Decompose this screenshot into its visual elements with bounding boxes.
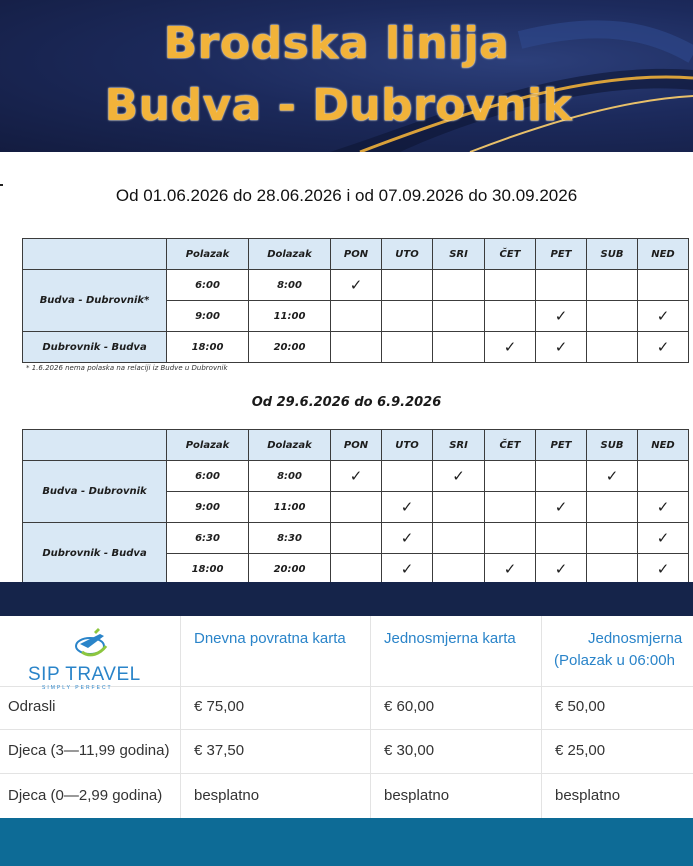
table-row: [23, 270, 689, 301]
header-cell: NED: [638, 430, 689, 461]
arrival-cell: 20:00: [249, 332, 331, 363]
column-divider: [370, 616, 371, 818]
day-check-cell: [331, 492, 382, 523]
day-check-cell: ✓: [638, 523, 689, 554]
day-check-cell: ✓: [536, 332, 587, 363]
header-cell: ČET: [485, 239, 536, 270]
header-cell: PON: [331, 430, 382, 461]
price-cell: € 60,00: [384, 698, 435, 715]
arrival-cell: 20:00: [249, 554, 331, 585]
day-check-cell: [536, 523, 587, 554]
row-label-infants: Djeca (0—2,99 godina): [8, 787, 163, 804]
day-check-cell: ✓: [382, 492, 433, 523]
table-row: [23, 523, 689, 554]
header-cell: SUB: [587, 430, 638, 461]
header-one-way: Jednosmjerna karta: [384, 630, 516, 647]
header-cell: PET: [536, 430, 587, 461]
table-header-row: [23, 430, 689, 461]
sip-travel-logo: [12, 624, 172, 691]
day-check-cell: ✓: [382, 523, 433, 554]
row-divider: [0, 729, 693, 730]
row-divider: [0, 773, 693, 774]
footer-band: [0, 818, 693, 866]
table-header-row: [23, 239, 689, 270]
departure-cell: 6:30: [167, 523, 249, 554]
day-check-cell: ✓: [331, 270, 382, 301]
header-cell: [23, 430, 167, 461]
banner-title-line2: Budva - Dubrovnik: [104, 80, 573, 131]
price-cell: € 37,50: [194, 742, 245, 759]
day-check-cell: [638, 270, 689, 301]
day-check-cell: ✓: [485, 554, 536, 585]
day-check-cell: ✓: [536, 554, 587, 585]
route-cell: Dubrovnik - Budva: [23, 523, 167, 585]
departure-cell: 18:00: [167, 332, 249, 363]
column-divider: [180, 616, 181, 818]
day-check-cell: [382, 301, 433, 332]
price-cell: € 30,00: [384, 742, 435, 759]
day-check-cell: [331, 554, 382, 585]
day-check-cell: [382, 461, 433, 492]
day-check-cell: [382, 332, 433, 363]
day-check-cell: [587, 523, 638, 554]
period-1-title: Od 01.06.2026 do 28.06.2026 i od 07.09.2026 do 30.09.2026: [115, 186, 578, 205]
day-check-cell: ✓: [536, 492, 587, 523]
day-check-cell: [536, 270, 587, 301]
day-check-cell: [536, 461, 587, 492]
day-check-cell: [485, 301, 536, 332]
arrival-cell: 8:00: [249, 270, 331, 301]
header-cell: UTO: [382, 430, 433, 461]
day-check-cell: [485, 270, 536, 301]
day-check-cell: [587, 554, 638, 585]
day-check-cell: [433, 301, 485, 332]
footnote: * 1.6.2026 nema polaska na relaciji iz Budve u Dubrovnik: [26, 364, 228, 372]
day-check-cell: [433, 554, 485, 585]
day-check-cell: ✓: [382, 554, 433, 585]
price-cell: besplatno: [555, 787, 621, 804]
day-check-cell: [331, 301, 382, 332]
day-check-cell: ✓: [536, 301, 587, 332]
day-check-cell: ✓: [587, 461, 638, 492]
day-check-cell: [331, 523, 382, 554]
airplane-globe-icon: [60, 624, 120, 664]
price-cell: € 50,00: [555, 698, 606, 715]
table-row: [23, 332, 689, 363]
day-check-cell: [382, 270, 433, 301]
logo-tagline: SIMPLY PERFECT: [42, 685, 113, 691]
header-cell: Dolazak: [249, 239, 331, 270]
header-cell: Polazak: [167, 430, 249, 461]
day-check-cell: [587, 332, 638, 363]
day-check-cell: [485, 461, 536, 492]
schedule-table-1: [22, 238, 689, 363]
arrival-cell: 8:00: [249, 461, 331, 492]
day-check-cell: ✓: [638, 554, 689, 585]
header-one-way-morning: Jednosmjerna: [588, 630, 683, 647]
price-cell: besplatno: [194, 787, 260, 804]
day-check-cell: ✓: [638, 492, 689, 523]
header-cell: NED: [638, 239, 689, 270]
day-check-cell: ✓: [485, 332, 536, 363]
header-cell: ČET: [485, 430, 536, 461]
day-check-cell: [433, 523, 485, 554]
arrival-cell: 8:30: [249, 523, 331, 554]
day-check-cell: ✓: [331, 461, 382, 492]
route-cell: Budva - Dubrovnik*: [23, 270, 167, 332]
day-check-cell: [433, 270, 485, 301]
day-check-cell: [587, 492, 638, 523]
day-check-cell: [638, 461, 689, 492]
price-table: [0, 616, 693, 818]
price-cell: besplatno: [384, 787, 450, 804]
day-check-cell: [485, 492, 536, 523]
row-label-adults: Odrasli: [8, 698, 56, 715]
route-cell: Dubrovnik - Budva: [23, 332, 167, 363]
header-cell: SRI: [433, 430, 485, 461]
header-cell: PON: [331, 239, 382, 270]
departure-cell: 6:00: [167, 461, 249, 492]
header-cell: SUB: [587, 239, 638, 270]
day-check-cell: ✓: [638, 332, 689, 363]
header-cell: Dolazak: [249, 430, 331, 461]
route-cell: Budva - Dubrovnik: [23, 461, 167, 523]
header-banner: [0, 0, 693, 152]
price-cell: € 25,00: [555, 742, 606, 759]
day-check-cell: [331, 332, 382, 363]
day-check-cell: [485, 523, 536, 554]
departure-cell: 9:00: [167, 301, 249, 332]
arrival-cell: 11:00: [249, 492, 331, 523]
header-cell: Polazak: [167, 239, 249, 270]
header-cell: UTO: [382, 239, 433, 270]
row-label-children: Djeca (3—11,99 godina): [8, 742, 170, 759]
table-row: [23, 461, 689, 492]
header-cell: SRI: [433, 239, 485, 270]
header-cell: [23, 239, 167, 270]
period-2-title: Od 29.6.2026 do 6.9.2026: [251, 395, 442, 410]
day-check-cell: [433, 332, 485, 363]
logo-name: SIP TRAVEL: [28, 664, 141, 685]
price-cell: € 75,00: [194, 698, 245, 715]
header-one-way-note: (Polazak u 06:00h: [554, 652, 675, 669]
day-check-cell: ✓: [638, 301, 689, 332]
day-check-cell: [587, 301, 638, 332]
arrival-cell: 11:00: [249, 301, 331, 332]
day-check-cell: [433, 492, 485, 523]
day-check-cell: [587, 270, 638, 301]
departure-cell: 9:00: [167, 492, 249, 523]
banner-title-line1: Brodska linija: [163, 18, 510, 69]
header-cell: PET: [536, 239, 587, 270]
schedule-table-2: [22, 429, 689, 585]
departure-cell: 6:00: [167, 270, 249, 301]
divider-band: [0, 582, 693, 616]
header-daily-return: Dnevna povratna karta: [194, 630, 346, 647]
day-check-cell: ✓: [433, 461, 485, 492]
departure-cell: 18:00: [167, 554, 249, 585]
column-divider: [541, 616, 542, 818]
